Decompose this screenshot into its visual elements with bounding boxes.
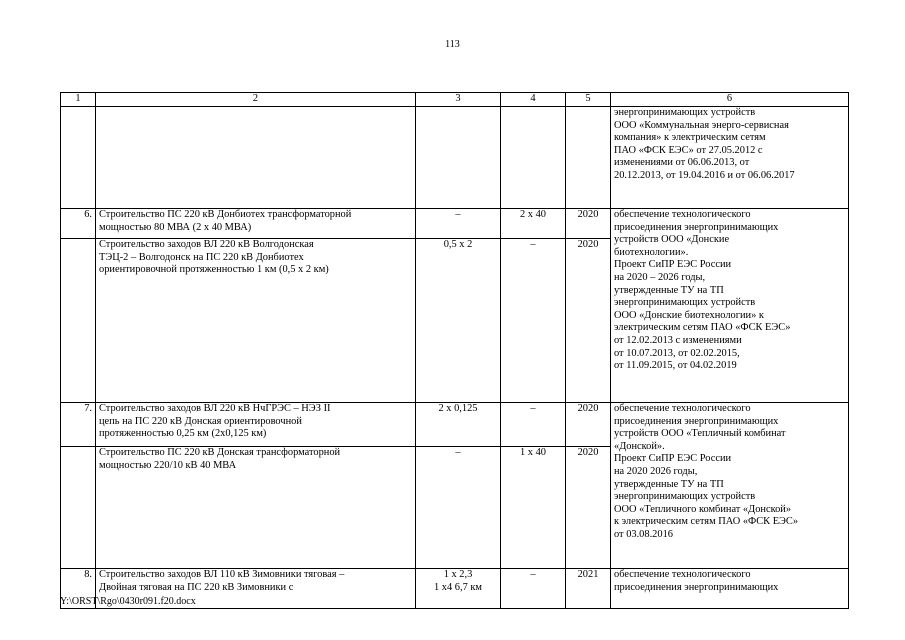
projects-table	[60, 92, 849, 609]
project-cell: Строительство ПС 220 кВ Донская трансформаторной мощностью 220/10 кВ 40 МВА	[96, 447, 416, 569]
capacity-cell: –	[501, 403, 566, 447]
year-cell: 2021	[566, 569, 611, 609]
row-number: 6.	[61, 209, 96, 239]
year-cell: 2020	[566, 447, 611, 569]
basis-cell: обеспечение технологического присоединения энергопринимающих устройств ООО «Тепличный комбинат «Донской». Проект СиПР ЕЭС России на 2020 2026 годы, утвержденные ТУ на ТП энергопринимающих устройств ООО «Тепличного комбинат «Донской» к электрическим сетям ПАО «ФСК ЕЭС» от 03.08.2016	[611, 403, 849, 569]
table-row	[61, 209, 849, 239]
project-cell: Строительство ПС 220 кВ Донбиотех трансформаторной мощностью 80 МВА (2 х 40 МВА)	[96, 209, 416, 239]
capacity-cell: 2 х 40	[501, 209, 566, 239]
length-cell: –	[416, 209, 501, 239]
length-cell: –	[416, 447, 501, 569]
project-cell: Строительство заходов ВЛ 110 кВ Зимовники тяговая – Двойная тяговая на ПС 220 кВ Зимовники с	[96, 569, 416, 609]
year-cell: 2020	[566, 209, 611, 239]
table-row	[61, 403, 849, 447]
page-number: 113	[445, 39, 460, 50]
header-cell: 5	[566, 93, 611, 107]
basis-cell: обеспечение технологического присоединения энергопринимающих	[611, 569, 849, 609]
basis-cell: обеспечение технологического присоединения энергопринимающих устройств ООО «Донские биотехнологии». Проект СиПР ЕЭС России на 2020 – 2026 годы, утвержденные ТУ на ТП энергопринимающих устройств ООО «Донские биотехнологии» к электрическим сетям ПАО «ФСК ЕЭС» от 12.02.2013 с изменениями от 10.07.2013, от 02.02.2015, от 11.09.2015, от 04.02.2019	[611, 209, 849, 403]
year-cell: 2020	[566, 403, 611, 447]
basis-cell: энергопринимающих устройств ООО «Коммунальная энерго-сервисная компания» к электрическим сетям ПАО «ФСК ЕЭС» от 27.05.2012 с изменениями от 06.06.2013, от 20.12.2013, от 19.04.2016 и от 06.06.2017	[611, 107, 849, 209]
header-cell: 2	[96, 93, 416, 107]
capacity-cell: –	[501, 569, 566, 609]
length-cell: 2 х 0,125	[416, 403, 501, 447]
capacity-cell: –	[501, 239, 566, 403]
row-number: 8.	[61, 569, 96, 609]
length-cell: 0,5 х 2	[416, 239, 501, 403]
capacity-cell: 1 х 40	[501, 447, 566, 569]
table-header-row	[61, 93, 849, 107]
footer-file-path: Y:\ORST\Rgo\0430r091.f20.docx	[60, 596, 196, 607]
header-cell: 3	[416, 93, 501, 107]
table-row	[61, 107, 849, 209]
header-cell: 4	[501, 93, 566, 107]
row-number: 7.	[61, 403, 96, 447]
year-cell: 2020	[566, 239, 611, 403]
length-cell: 1 х 2,3 1 х4 6,7 км	[416, 569, 501, 609]
project-cell: Строительство заходов ВЛ 220 кВ Волгодонская ТЭЦ-2 – Волгодонск на ПС 220 кВ Донбиотех ориентировочной протяженностью 1 км (0,5 х 2 км)	[96, 239, 416, 403]
header-cell: 1	[61, 93, 96, 107]
project-cell: Строительство заходов ВЛ 220 кВ НчГРЭС – НЭЗ II цепь на ПС 220 кВ Донская ориентировочной протяженностью 0,25 км (2х0,125 км)	[96, 403, 416, 447]
header-cell: 6	[611, 93, 849, 107]
